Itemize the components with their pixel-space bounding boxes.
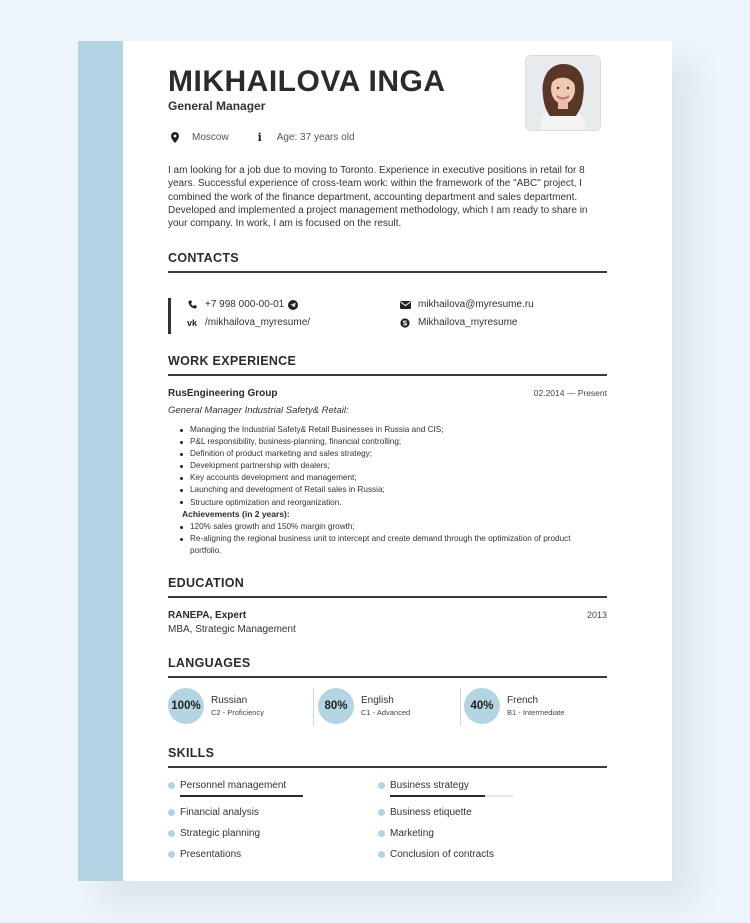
city: Moscow bbox=[192, 132, 229, 143]
email-icon bbox=[398, 301, 412, 309]
bullet-dot-icon bbox=[378, 851, 385, 858]
list-item: P&L responsibility, business-planning, financial controlling; bbox=[180, 436, 600, 448]
phone-row[interactable] bbox=[185, 299, 298, 310]
skype-icon bbox=[398, 318, 412, 328]
svg-text:S: S bbox=[402, 319, 408, 328]
language-level: B1 - Intermediate bbox=[507, 708, 565, 717]
list-item: Launching and development of Retail sales in Russia; bbox=[180, 484, 600, 496]
languages-heading: LANGUAGES bbox=[168, 656, 607, 678]
skill-item: Presentations bbox=[168, 849, 241, 860]
personal-meta bbox=[168, 131, 355, 144]
list-item: Re-aligning the regional business unit to intercept and create demand through the optimization of product portfolio. bbox=[180, 533, 600, 557]
list-item: Managing the Industrial Safety& Retail Businesses in Russia and CIS; bbox=[180, 424, 600, 436]
phone-number: +7 998 000-00-01 bbox=[205, 299, 285, 310]
email-address: mikhailova@myresume.ru bbox=[418, 299, 534, 310]
job-title: General Manager bbox=[168, 99, 266, 113]
education-heading: EDUCATION bbox=[168, 576, 607, 598]
language-percent: 80% bbox=[318, 688, 354, 724]
skill-level-bar bbox=[180, 795, 303, 797]
skype-row[interactable] bbox=[398, 317, 517, 328]
skill-item: Strategic planning bbox=[168, 828, 260, 839]
telegram-icon[interactable] bbox=[288, 300, 298, 310]
skill-level-bar bbox=[390, 795, 513, 797]
accent-sidebar bbox=[78, 41, 123, 881]
profile-photo bbox=[525, 55, 601, 131]
skill-level-fill bbox=[180, 795, 303, 797]
skype-handle: Mikhailova_myresume bbox=[418, 317, 518, 328]
duties-list bbox=[180, 424, 600, 509]
degree: MBA, Strategic Management bbox=[168, 624, 296, 635]
email-row[interactable] bbox=[398, 299, 534, 310]
language-name: French bbox=[507, 695, 539, 706]
vk-profile: /mikhailova_myresume/ bbox=[205, 317, 311, 328]
summary-paragraph: I am looking for a job due to moving to Toronto. Experience in executive positions in retail for 8 years. Successful experience of cross-team work: within the framework of the "ABC" project, I combined the work of the finance department, accounting department and sales department. Developed and implemented a project management methodology, which I am ready to share in your company. In work, I am is focused on the result. bbox=[168, 165, 588, 230]
job-position: General Manager Industrial Safety& Retail: bbox=[168, 405, 349, 416]
work-experience-heading: WORK EXPERIENCE bbox=[168, 354, 607, 376]
language-name: Russian bbox=[211, 695, 248, 706]
vk-row[interactable] bbox=[185, 317, 310, 328]
language-level: C2 - Proficiency bbox=[211, 708, 264, 717]
school-name: RANEPA, Expert bbox=[168, 610, 247, 621]
language-name: English bbox=[361, 695, 394, 706]
skill-item: Business strategy bbox=[378, 780, 469, 791]
portrait-image bbox=[526, 56, 600, 130]
list-item: Key accounts development and management; bbox=[180, 472, 600, 484]
bullet-dot-icon bbox=[378, 782, 385, 789]
location-pin-icon bbox=[168, 132, 182, 143]
education-year: 2013 bbox=[586, 610, 607, 620]
bullet-dot-icon bbox=[168, 809, 175, 816]
list-item: Definition of product marketing and sales strategy; bbox=[180, 448, 600, 460]
language-level: C1 - Advanced bbox=[361, 708, 411, 717]
divider bbox=[460, 688, 461, 726]
bullet-dot-icon bbox=[168, 782, 175, 789]
skill-item: Marketing bbox=[378, 828, 434, 839]
age: Age: 37 years old bbox=[276, 132, 355, 143]
list-item: 120% sales growth and 150% margin growth; bbox=[180, 521, 600, 533]
company-name: RusEngineering Group bbox=[168, 388, 278, 399]
skill-level-fill bbox=[390, 795, 485, 797]
skills-heading: SKILLS bbox=[168, 746, 607, 768]
resume-page bbox=[78, 41, 672, 881]
info-icon: i bbox=[257, 131, 262, 144]
bullet-dot-icon bbox=[168, 851, 175, 858]
skill-item: Financial analysis bbox=[168, 807, 259, 818]
phone-icon bbox=[185, 300, 199, 309]
job-dates: 02.2014 — Present bbox=[533, 388, 607, 398]
language-russian bbox=[168, 688, 264, 724]
vk-icon: vk bbox=[186, 317, 197, 328]
language-percent: 100% bbox=[168, 688, 204, 724]
skill-item: Conclusion of contracts bbox=[378, 849, 494, 860]
language-french bbox=[464, 688, 565, 724]
achievements-list bbox=[180, 521, 600, 557]
bullet-dot-icon bbox=[378, 809, 385, 816]
bullet-dot-icon bbox=[378, 830, 385, 837]
bullet-dot-icon bbox=[168, 830, 175, 837]
contacts-heading: CONTACTS bbox=[168, 251, 607, 273]
skill-item: Personnel management bbox=[168, 780, 286, 791]
contacts-block bbox=[168, 298, 610, 334]
language-english bbox=[318, 688, 410, 724]
list-item: Development partnership with dealers; bbox=[180, 460, 600, 472]
divider bbox=[313, 688, 314, 726]
language-percent: 40% bbox=[464, 688, 500, 724]
candidate-name: MIKHAILOVA INGA bbox=[168, 65, 446, 98]
achievements-title: Achievements (in 2 years): bbox=[182, 509, 290, 519]
list-item: Structure optimization and reorganization. bbox=[180, 497, 600, 509]
skill-item: Business etiquette bbox=[378, 807, 472, 818]
